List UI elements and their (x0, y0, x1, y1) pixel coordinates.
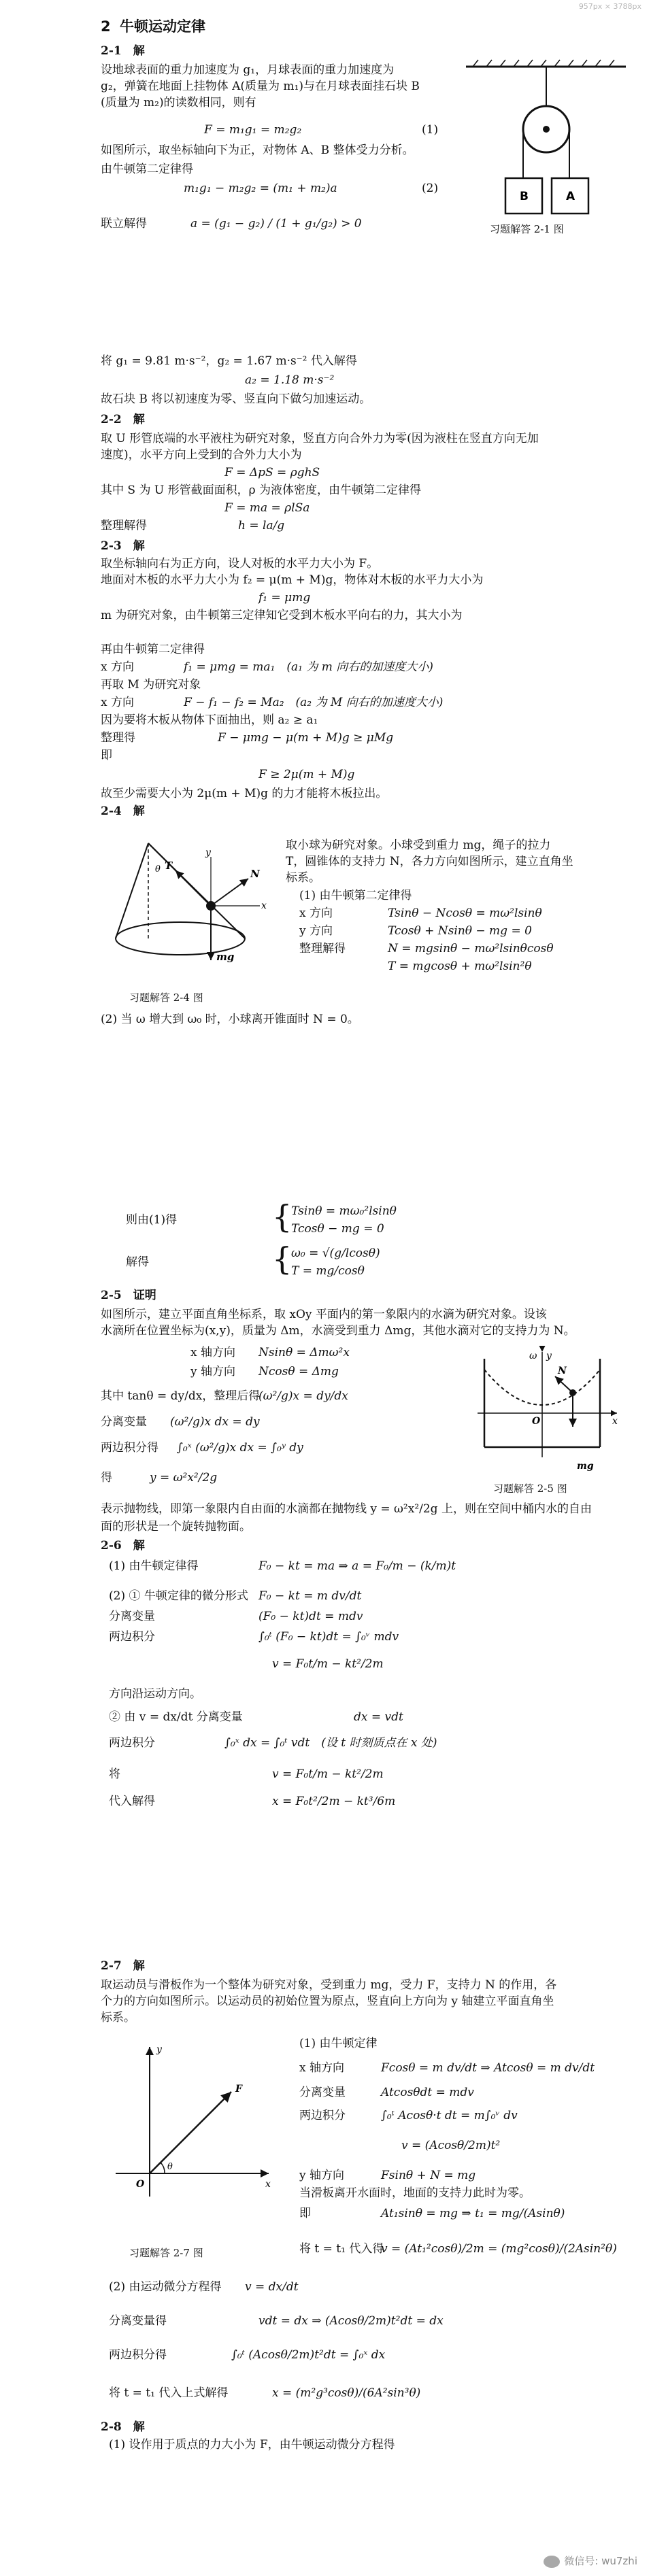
label-y: y (205, 847, 211, 858)
image-info-bar (0, 0, 651, 15)
p4-line-3: (1) 由牛顿第二定律得 (299, 889, 412, 902)
p5-line-0: 如图所示，建立平面直角坐标系，取 xOy 平面内的第一象限内的水滴为研究对象。设该 (101, 1308, 547, 1321)
section-2-2-label: 2-2 解 (101, 413, 145, 426)
p4-eqt: T = mgcosθ + mω²lsin²θ (388, 960, 532, 973)
p4b-eq1: Tsinθ = mω₀²lsinθ (291, 1204, 397, 1218)
p7-line-12: 分离变量得 (109, 2314, 167, 2328)
p3-eq4: F − μmg − μ(m + M)g ≥ μMg (218, 731, 394, 745)
p3-line-5: 再取 M 为研究对象 (101, 678, 201, 692)
section-2-7-label: 2-7 解 (101, 1959, 145, 1973)
p1-line-6: 将 g₁ = 9.81 m·s⁻²，g₂ = 1.67 m·s⁻² 代入解得 (101, 354, 357, 368)
watermark (544, 2554, 637, 2568)
p6-eq9: x = F₀t²/2m − kt³/6m (272, 1795, 396, 1808)
p7-eq4: v = (Acosθ/2m)t² (401, 2139, 501, 2152)
p4-line-6: 整理解得 (299, 942, 346, 955)
p7-line-4: x 轴方向 (299, 2061, 344, 2075)
p6-line-7: 将 (109, 1767, 120, 1781)
label-y: y (546, 1351, 552, 1361)
label-x: x (265, 2179, 271, 2190)
wechat-icon (544, 2556, 560, 2568)
p6-line-2: 分离变量 (109, 1610, 155, 1623)
p4-line-4: x 方向 (299, 906, 333, 920)
p7-eq2: Atcosθdt = mdv (381, 2086, 474, 2099)
p1-line-4: 由牛顿第二定律得 (101, 163, 193, 176)
p1-line-0: 设地球表面的重力加速度为 g₁，月球表面的重力加速度为 (101, 63, 395, 77)
watermark-text: 微信号: wu7zhi (564, 2555, 637, 2567)
p6-eq3: (F₀ − kt)dt = mdv (258, 1610, 363, 1623)
p1-eq2: m₁g₁ − m₂g₂ = (m₁ + m₂)a (184, 182, 337, 195)
label-x: x (612, 1416, 618, 1427)
label-T: T (165, 860, 173, 872)
label-mg: mg (577, 1461, 594, 1472)
p5-eqy: Ncosθ = Δmg (258, 1365, 339, 1378)
label-O: O (532, 1416, 541, 1427)
p3-line-6: x 方向 (101, 696, 134, 709)
p4b-eq3: ω₀ = √(g/lcosθ) (291, 1247, 380, 1260)
p4b-eq4: T = mg/cosθ (291, 1264, 365, 1278)
figure-2-5 (471, 1345, 627, 1474)
p7-eq8: v = dx/dt (245, 2280, 299, 2294)
p3-eq5: F ≥ 2μ(m + M)g (258, 768, 355, 781)
p2-eq1: F = ΔpS = ρghS (224, 466, 320, 479)
p6-line-3: 两边积分 (109, 1630, 155, 1644)
label-theta: θ (155, 864, 161, 875)
p6-line-6: 两边积分 (109, 1736, 155, 1750)
fig-2-7-caption: 习题解答 2-7 图 (129, 2247, 203, 2259)
p7-line-10: 将 t = t₁ 代入得 (299, 2242, 384, 2256)
fig-2-5-caption: 习题解答 2-5 图 (493, 1482, 567, 1495)
chapter-number: 2 (101, 18, 111, 35)
p4-line-5: y 方向 (299, 924, 333, 938)
p7-line-13: 两边积分得 (109, 2348, 167, 2362)
p6-line-4: 方向沿运动方向。 (109, 1687, 201, 1701)
section-2-5-label: 2-5 证明 (101, 1289, 156, 1302)
block-b-label: B (520, 190, 529, 203)
figure-2-4 (102, 816, 272, 986)
p7-eq11: x = (m²g³cosθ)/(6A²sin³θ) (272, 2386, 421, 2400)
figure-2-1 (446, 54, 636, 231)
p7-eq3: ∫₀ᵗ Acosθ·t dt = m∫₀ᵛ dv (381, 2109, 518, 2122)
p4b-eq2: Tcosθ − mg = 0 (291, 1222, 384, 1236)
p3-line-10: 故至少需要大小为 2μ(m + M)g 的力才能将木板拉出。 (101, 787, 388, 800)
p1-eq2-no: (2) (422, 182, 439, 195)
p6-eq7: ∫₀ˣ dx = ∫₀ᵗ vdt (设 t 时刻质点在 x 处) (224, 1736, 437, 1750)
p5-line-8: 表示抛物线，即第一象限内自由面的水滴都在抛物线 y = ω²x²/2g 上，则在空间中桶内水的自由 (101, 1502, 592, 1516)
p1-line-2: (质量为 m₂)的读数相同，则有 (101, 96, 256, 109)
block-a-label: A (566, 190, 575, 203)
p2-line-0: 取 U 形管底端的水平液柱为研究对象，竖直方向合外力为零(因为液柱在竖直方向无加 (101, 432, 539, 445)
label-theta: θ (167, 2162, 173, 2172)
p7-line-11: (2) 由运动微分方程得 (109, 2280, 222, 2294)
label-y: y (156, 2044, 162, 2055)
p1-line-7: 故石块 B 将以初速度为零、竖直向下做匀加速运动。 (101, 392, 371, 406)
label-N: N (250, 868, 260, 880)
p6-eq6: dx = vdt (354, 1710, 403, 1724)
fig-2-4-caption: 习题解答 2-4 图 (129, 992, 203, 1004)
p5-eq6: y = ω²x²/2g (150, 1471, 218, 1485)
p4-line-1: T，圆锥体的支持力 N，各力方向如图所示，建立直角坐 (286, 855, 573, 868)
p3-eq1: f₁ = μmg (258, 591, 311, 605)
p4b-text2: 解得 (126, 1255, 149, 1269)
fig-2-1-caption: 习题解答 2-1 图 (490, 223, 564, 235)
p6-line-8: 代入解得 (109, 1795, 155, 1808)
p2-eq3: h = la/g (238, 519, 285, 532)
p1-line-3: 如图所示，取坐标轴向下为正，对物体 A、B 整体受力分析。 (101, 143, 414, 157)
p4-line-0: 取小球为研究对象。小球受到重力 mg，绳子的拉力 (286, 838, 551, 852)
p7-eq9: vdt = dx ⇒ (Acosθ/2m)t²dt = dx (258, 2314, 444, 2328)
p2-line-3: 整理解得 (101, 519, 147, 532)
section-2-1-label: 2-1 解 (101, 44, 145, 58)
chapter-title: 牛顿运动定律 (120, 18, 205, 35)
p5-line-5: 分离变量 (101, 1415, 147, 1429)
p1-line-1: g₂，弹簧在地面上挂物体 A(质量为 m₁)与在月球表面挂石块 B (101, 80, 420, 93)
label-O: O (136, 2179, 145, 2190)
cone-base (116, 922, 245, 955)
p3-line-0: 取坐标轴向右为正方向，设人对板的水平力大小为 F。 (101, 557, 379, 571)
label-mg: mg (216, 951, 235, 963)
section-2-8-label: 2-8 解 (101, 2420, 145, 2434)
p5-line-7: 得 (101, 1471, 112, 1485)
p7-line-3: (1) 由牛顿定律 (299, 2037, 378, 2050)
p6-eq4: ∫₀ᵗ (F₀ − kt)dt = ∫₀ᵛ mdv (258, 1630, 399, 1644)
p8-line-1: (1) 设作用于质点的力大小为 F，由牛顿运动微分方程得 (109, 2438, 395, 2452)
p3-line-1: 地面对木板的水平力大小为 f₂ = μ(m + M)g，物体对木板的水平力大小为 (101, 573, 484, 587)
p7-line-7: y 轴方向 (299, 2169, 345, 2182)
p7-line-0: 取运动员与滑板作为一个整体为研究对象，受到重力 mg，受力 F，支持力 N 的作用，各 (101, 1978, 557, 1992)
p5-eq5: ∫₀ˣ (ω²/g)x dx = ∫₀ʸ dy (177, 1441, 303, 1455)
p3-eq3: F − f₁ − f₂ = Ma₂ (a₂ 为 M 向右的加速度大小) (184, 696, 444, 709)
section-2-3-label: 2-3 解 (101, 539, 145, 553)
p3-line-3: 再由牛顿第二定律得 (101, 643, 205, 656)
p5-line-9: 面的形状是一个旋转抛物面。 (101, 1520, 251, 1533)
p3-eq2: f₁ = μmg = ma₁ (a₁ 为 m 向右的加速度大小) (184, 660, 433, 674)
p3-line-4: x 方向 (101, 660, 134, 674)
p5-line-3: y 轴方向 (190, 1365, 236, 1378)
p2-line-2: 其中 S 为 U 形管截面面积，ρ 为液体密度，由牛顿第二定律得 (101, 484, 421, 497)
p7-line-5: 分离变量 (299, 2086, 346, 2099)
label-x: x (261, 900, 267, 911)
p5-line-4: 其中 tanθ = dy/dx，整理后得 (101, 1389, 261, 1403)
p7-line-1: 个力的方向如图所示。以运动员的初始位置为原点，竖直向上方向为 y 轴建立平面直角坐 (101, 1995, 554, 2008)
force-vector (150, 2092, 231, 2173)
p2-eq2: F = ma = ρlSa (224, 501, 310, 515)
p7-line-14: 将 t = t₁ 代入上式解得 (109, 2386, 229, 2400)
p7-line-9: 即 (299, 2207, 311, 2220)
p1-eq4: a₂ = 1.18 m·s⁻² (245, 373, 335, 387)
p4-eqx: Tsinθ − Ncosθ = mω²lsinθ (388, 906, 542, 920)
p7-eq1: Fcosθ = m dv/dt ⇒ Atcosθ = m dv/dt (381, 2061, 595, 2075)
p4-eqn: N = mgsinθ − mω²lsinθcosθ (388, 942, 554, 955)
p6-line-5: ② 由 v = dx/dt 分离变量 (109, 1710, 243, 1724)
p1-eq1-no: (1) (422, 123, 439, 137)
p4-line-2: 标系。 (286, 871, 320, 885)
p4-eqy: Tcosθ + Nsinθ − mg = 0 (388, 924, 532, 938)
p3-line-8: 整理得 (101, 731, 135, 745)
p3-line-9: 即 (101, 749, 112, 762)
p3-line-2: m 为研究对象，由牛顿第三定律知它受到木板水平向右的力，其大小为 (101, 609, 463, 622)
p1-line-5: 联立解得 (101, 217, 147, 231)
p5-eq3: (ω²/g)x = dy/dx (258, 1389, 348, 1403)
p6-eq8: v = F₀t/m − kt²/2m (272, 1767, 384, 1781)
p6-eq2: F₀ − kt = m dv/dt (258, 1589, 362, 1603)
p6-eq1: F₀ − kt = ma ⇒ a = F₀/m − (k/m)t (258, 1559, 456, 1573)
p5-line-2: x 轴方向 (190, 1346, 235, 1359)
label-omega: ω (529, 1351, 537, 1361)
p6-eq5: v = F₀t/m − kt²/2m (272, 1657, 384, 1671)
section-2-4-label: 2-4 解 (101, 804, 145, 818)
p7-line-6: 两边积分 (299, 2109, 346, 2122)
p3-line-7: 因为要将木板从物体下面抽出，则 a₂ ≥ a₁ (101, 713, 318, 727)
label-F: F (235, 2084, 242, 2095)
p6-line-1: (2) ① 牛顿定律的微分形式 (109, 1589, 248, 1603)
p7-eq10: ∫₀ᵗ (Acosθ/2m)t²dt = ∫₀ˣ dx (231, 2348, 386, 2362)
p4b-text1: 则由(1)得 (126, 1213, 178, 1227)
figure-2-7 (102, 2033, 279, 2210)
p5-line-1: 水滴所在位置坐标为(x,y)，质量为 Δm，水滴受到重力 Δmg，其他水滴对它的支持力为 N。 (101, 1324, 575, 1338)
p5-eqx: Nsinθ = Δmω²x (258, 1346, 350, 1359)
p7-eq5: Fsinθ + N = mg (381, 2169, 476, 2182)
p7-eq7: v = (At₁²cosθ)/2m = (mg²cosθ)/(2Asin²θ) (381, 2242, 617, 2256)
section-2-6-label: 2-6 解 (101, 1539, 145, 1553)
image-size-label: 957px × 3788px (578, 2, 641, 11)
p4-line-7: (2) 当 ω 增大到 ω₀ 时，小球离开锥面时 N = 0。 (101, 1013, 359, 1026)
p6-line-0: (1) 由牛顿定律得 (109, 1559, 199, 1573)
p5-eq4: (ω²/g)x dx = dy (170, 1415, 260, 1429)
label-N: N (558, 1366, 567, 1376)
p7-line-8: 当滑板离开水面时，地面的支持力此时为零。 (299, 2186, 531, 2200)
p1-eq1: F = m₁g₁ = m₂g₂ (204, 123, 302, 137)
p2-line-1: 速度)，水平方向上受到的合外力大小为 (101, 448, 302, 462)
p1-eq3: a = (g₁ − g₂) / (1 + g₁/g₂) > 0 (190, 217, 362, 231)
p5-line-6: 两边积分得 (101, 1441, 158, 1455)
p7-eq6: At₁sinθ = mg ⇒ t₁ = mg/(Asinθ) (381, 2207, 565, 2220)
p7-line-2: 标系。 (101, 2011, 135, 2024)
